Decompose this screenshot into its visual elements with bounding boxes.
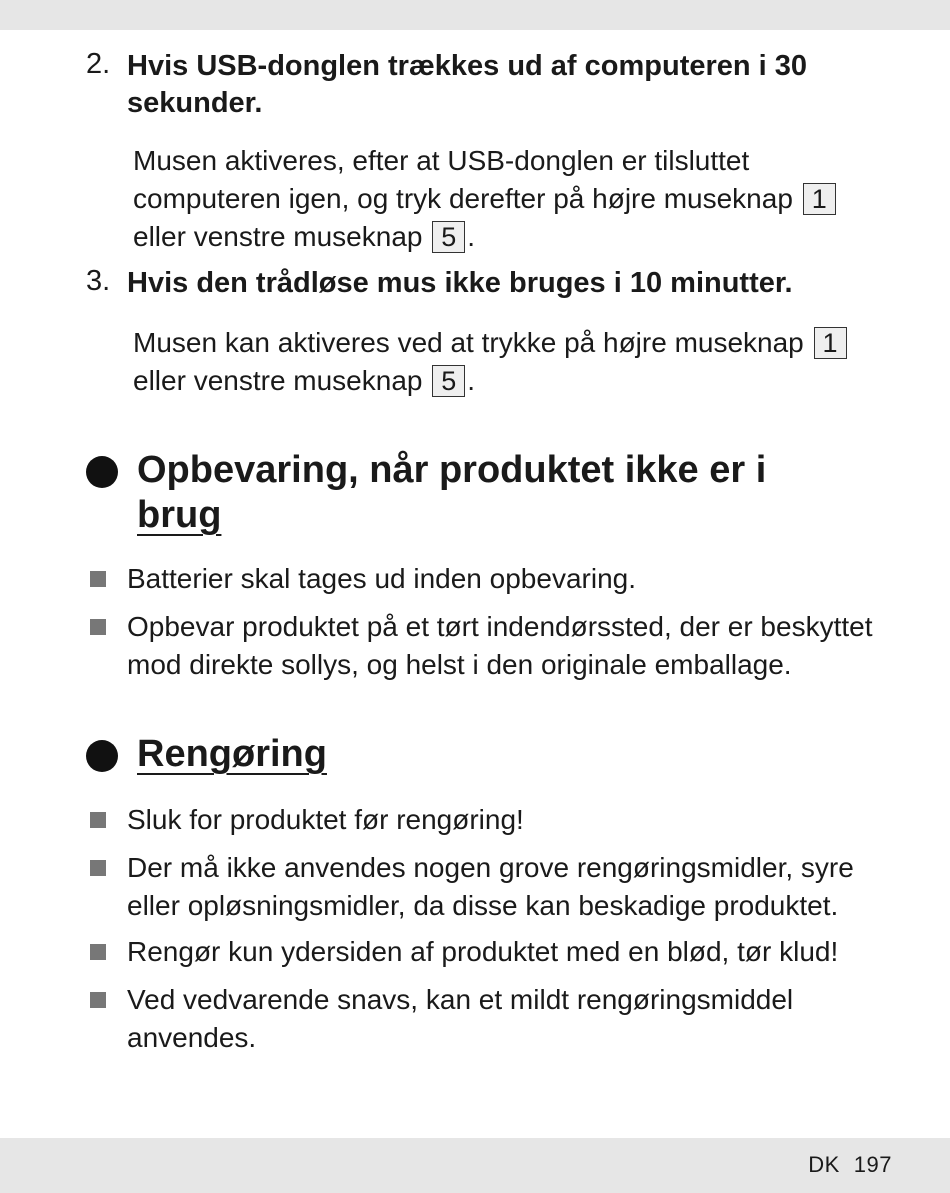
heading-line-2: brug	[137, 494, 222, 536]
item-body-end: .	[467, 365, 476, 396]
list-item-text: Opbevar produktet på et tørt indendørssted, der er beskyttet mod direkte sollys, og helst i den originale emballage.	[127, 611, 873, 680]
section-bullet-dot	[86, 740, 118, 772]
item-body-end: .	[467, 221, 476, 252]
ref-right-button: 1	[814, 327, 847, 359]
list-item-text: Ved vedvarende snavs, kan et mildt rengøringsmiddel anvendes.	[127, 984, 794, 1053]
item-body-text: Musen aktiveres, efter at USB-donglen er tilsluttet computeren igen, og tryk derefter på højre museknap	[133, 145, 793, 214]
item-number: 3.	[86, 265, 111, 297]
list-item-text: Rengør kun ydersiden af produktet med en blød, tør klud!	[127, 936, 839, 967]
item-number: 2.	[86, 48, 111, 80]
list-item	[90, 849, 900, 925]
numbered-item-2	[86, 48, 906, 122]
top-band	[0, 0, 950, 30]
page-footer	[808, 1152, 892, 1178]
ref-left-button: 5	[432, 365, 465, 397]
heading-line-1: Opbevaring, når produktet ikke er i	[137, 449, 767, 491]
item-body-text: eller venstre museknap	[133, 365, 423, 396]
section-heading-storage	[86, 448, 886, 538]
list-item	[90, 560, 900, 598]
square-bullet-icon	[90, 571, 106, 587]
square-bullet-icon	[90, 992, 106, 1008]
heading-line-1: Rengøring	[137, 733, 327, 775]
section-heading-cleaning	[86, 732, 886, 777]
numbered-item-3	[86, 265, 906, 302]
section-heading-text	[137, 732, 886, 777]
item-title: Hvis den trådløse mus ikke bruges i 10 minutter.	[127, 267, 793, 299]
square-bullet-icon	[90, 812, 106, 828]
footer-page-number: 197	[853, 1152, 892, 1177]
item-title: Hvis USB-donglen trækkes ud af computeren i 30 sekunder.	[127, 50, 808, 119]
list-item	[90, 801, 900, 839]
item-body	[133, 142, 893, 256]
item-body	[133, 324, 893, 400]
list-item	[90, 981, 900, 1057]
section-heading-text	[137, 448, 886, 538]
list-item	[90, 608, 900, 684]
section-bullet-dot	[86, 456, 118, 488]
ref-left-button: 5	[432, 221, 465, 253]
list-item-text: Sluk for produktet før rengøring!	[127, 804, 524, 835]
item-body-text: eller venstre museknap	[133, 221, 423, 252]
list-item-text: Der må ikke anvendes nogen grove rengøringsmidler, syre eller opløsningsmidler, da disse kan beskadige produktet.	[127, 852, 854, 921]
item-body-text: Musen kan aktiveres ved at trykke på højre museknap	[133, 327, 804, 358]
ref-right-button: 1	[803, 183, 836, 215]
footer-language: DK	[808, 1152, 840, 1177]
list-item-text: Batterier skal tages ud inden opbevaring.	[127, 563, 636, 594]
square-bullet-icon	[90, 860, 106, 876]
square-bullet-icon	[90, 619, 106, 635]
square-bullet-icon	[90, 944, 106, 960]
list-item	[90, 933, 900, 971]
